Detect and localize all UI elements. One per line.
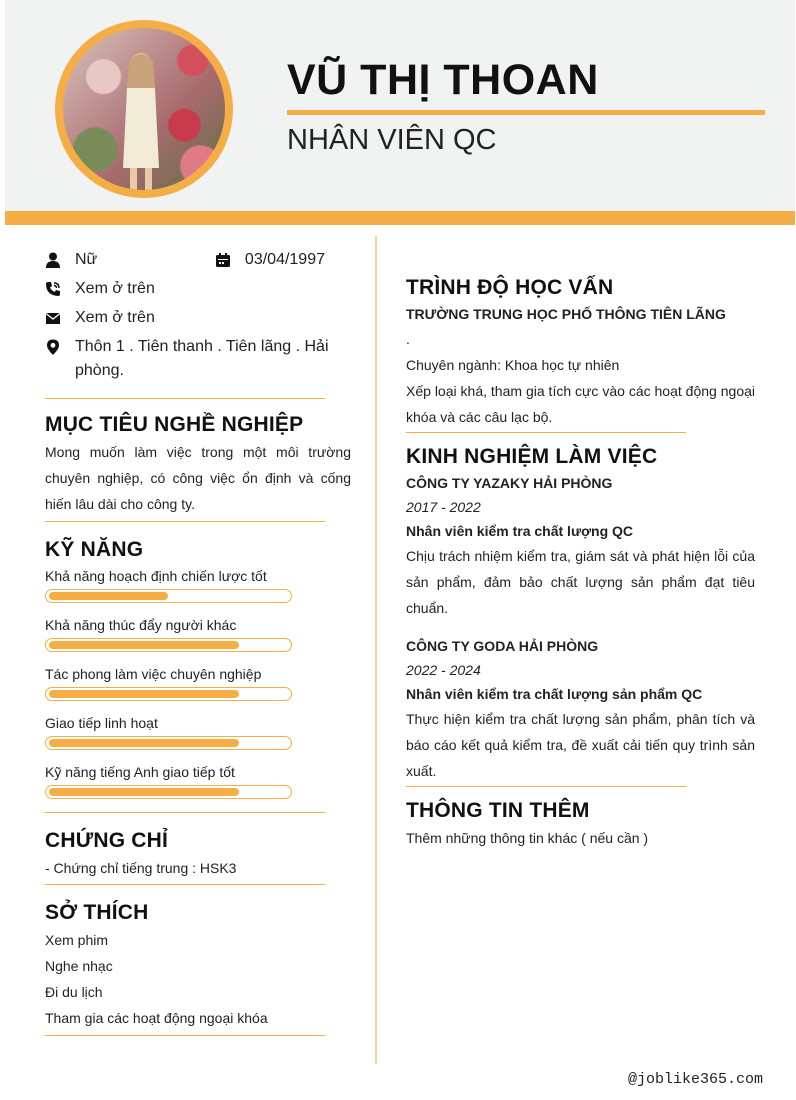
skill-bar-fill [49,641,239,649]
job-entry [406,471,755,621]
skills-title: KỸ NĂNG [45,538,144,561]
phone-value: Xem ở trên [75,280,155,297]
skill-bar-fill [49,690,239,698]
job-description: Chịu trách nhiệm kiểm tra, giám sát và phát hiện lỗi của sản phẩm, đảm bảo chất lượng sản phẩm đạt tiêu chuẩn. [406,548,755,616]
avatar-photo [63,28,225,190]
gender-value: Nữ [75,251,98,268]
education-major: Chuyên ngành: Khoa học tự nhiên [406,357,620,373]
job-period: 2022 - 2024 [406,662,481,678]
dob-group [215,248,325,272]
info-row-phone [45,277,351,301]
skill-bar [45,736,292,750]
hobby-item: Tham gia các hoạt động ngoại khóa [45,1010,268,1026]
envelope-icon [45,310,61,326]
skill-item [45,762,351,799]
job-company: CÔNG TY YAZAKY HẢI PHÒNG [406,475,613,491]
person-figure-icon [121,48,161,190]
skills-list [45,566,351,799]
objective-text: Mong muốn làm việc trong một môi trường chuyên nghiệp, có công việc ổn định và cống hiến lâu dài cho công ty. [45,444,351,512]
skill-label: Giao tiếp linh hoạt [45,715,158,731]
name-underline [287,110,765,115]
calendar-icon [215,252,231,268]
left-column [45,248,351,1036]
education-detail: Xếp loại khá, tham gia tích cực vào các hoạt động ngoại khóa và các câu lạc bộ. [406,383,755,425]
section-divider [45,812,325,813]
education-title: TRÌNH ĐỘ HỌC VẤN [406,276,614,299]
hobby-item: Xem phim [45,932,109,948]
job-position: Nhân viên kiểm tra chất lượng QC [406,523,634,539]
skill-item [45,664,351,701]
extra-text: Thêm những thông tin khác ( nếu cần ) [406,830,649,846]
candidate-name: VŨ THỊ THOAN [287,56,599,104]
certificate-item: - Chứng chỉ tiếng trung : HSK3 [45,860,237,876]
experience-title: KINH NGHIỆM LÀM VIỆC [406,445,658,468]
certificates-title: CHỨNG CHỈ [45,829,169,852]
section-divider [406,786,686,787]
skill-item [45,713,351,750]
skill-bar [45,638,292,652]
address-value: Thôn 1 . Tiên thanh . Tiên lãng . Hải phòng. [75,338,329,379]
candidate-role: NHÂN VIÊN QC [287,124,497,156]
section-divider [45,884,325,885]
hobbies-list [45,927,351,1031]
skill-label: Kỹ năng tiếng Anh giao tiếp tốt [45,764,235,780]
skill-label: Khả năng hoạch định chiến lược tốt [45,568,267,584]
education-dot: . [406,331,410,347]
job-entry [406,634,755,784]
skill-bar-fill [49,592,168,600]
job-company: CÔNG TY GODA HẢI PHÒNG [406,638,599,654]
info-row-email [45,306,351,330]
skill-bar-fill [49,788,239,796]
right-column [406,276,755,851]
skill-label: Khả năng thúc đẩy người khác [45,617,237,633]
header-accent-bar [5,211,795,225]
section-divider [45,398,325,399]
phone-icon [45,281,61,297]
section-divider [45,1035,325,1036]
section-divider [45,521,325,522]
skill-bar-fill [49,739,239,747]
job-description: Thực hiện kiểm tra chất lượng sản phẩm, phân tích và báo cáo kết quả kiểm tra, đề xuất cải tiến quy trình sản xuất. [406,711,755,779]
hobby-item: Nghe nhạc [45,958,113,974]
footer-watermark: @joblike365.com [627,1071,763,1088]
skill-item [45,615,351,652]
dob-value: 03/04/1997 [244,251,325,268]
hobby-item: Đi du lịch [45,984,103,1000]
section-divider [406,432,686,433]
person-icon [45,252,61,268]
column-divider [375,236,377,1064]
skill-bar [45,589,292,603]
info-row-address [45,335,351,383]
extra-title: THÔNG TIN THÊM [406,799,590,822]
job-period: 2017 - 2022 [406,499,481,515]
skill-bar [45,687,292,701]
skill-bar [45,785,292,799]
avatar [55,20,233,198]
objective-title: MỤC TIÊU NGHỀ NGHIỆP [45,413,304,436]
skill-label: Tác phong làm việc chuyên nghiệp [45,666,262,682]
map-pin-icon [45,339,61,355]
job-position: Nhân viên kiểm tra chất lượng sản phẩm QC [406,686,703,702]
hobbies-title: SỞ THÍCH [45,901,149,924]
email-value: Xem ở trên [75,309,155,326]
skill-item [45,566,351,603]
info-row-gender-dob [45,248,351,272]
school-name: TRƯỜNG TRUNG HỌC PHỐ THÔNG TIÊN LÃNG [406,306,726,322]
